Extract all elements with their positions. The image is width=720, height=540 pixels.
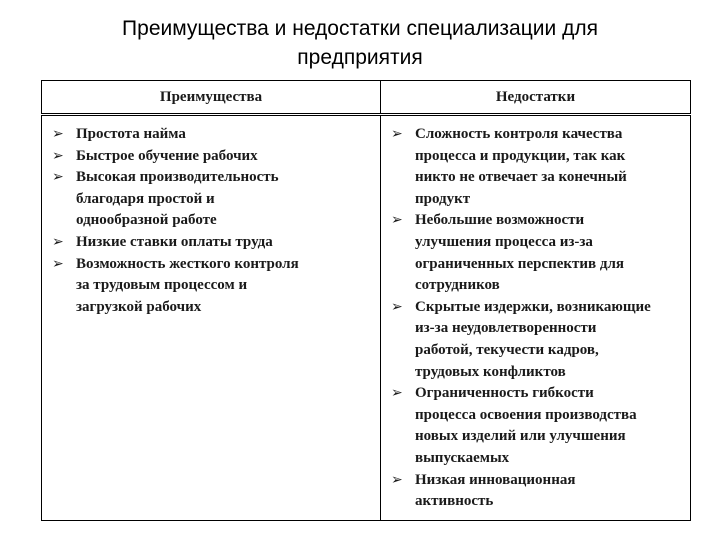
table-header-row	[42, 81, 691, 115]
advantages-item-text: Высокая производительность	[76, 169, 279, 186]
disadvantages-item-text: ограниченных перспектив для	[415, 255, 625, 272]
advantages-item	[50, 124, 374, 146]
disadvantages-item-text: активность	[415, 493, 494, 510]
disadvantages-item-text: Сложность контроля качества	[415, 126, 623, 142]
disadvantages-item-text: процесса и продукции, так как	[415, 147, 626, 164]
advantages-item	[50, 167, 374, 232]
advantages-item	[50, 254, 374, 319]
advantages-item-text: Возможность жесткого контроля	[76, 255, 299, 272]
arrowhead-bullet-icon: ➢	[391, 385, 403, 402]
advantages-header: Преимущества	[42, 81, 381, 115]
arrowhead-bullet-icon: ➢	[391, 298, 403, 315]
disadvantages-header: Недостатки	[381, 81, 691, 115]
disadvantages-item-text: улучшения процесса из-за	[415, 233, 593, 250]
table-body-row	[42, 115, 691, 521]
advantages-item	[50, 232, 374, 254]
arrowhead-bullet-icon: ➢	[52, 233, 64, 250]
advantages-item-text: загрузкой рабочих	[76, 298, 202, 315]
disadvantages-item-text: процесса освоения производства	[415, 406, 637, 423]
advantages-item	[50, 146, 374, 168]
advantages-cell	[42, 115, 381, 521]
disadvantages-item-text: сотрудников	[415, 277, 500, 294]
arrowhead-bullet-icon: ➢	[391, 126, 403, 142]
comparison-table	[41, 80, 691, 521]
disadvantages-item-text: новых изделий или улучшения	[415, 428, 626, 445]
arrowhead-bullet-icon: ➢	[52, 147, 64, 164]
arrowhead-bullet-icon: ➢	[52, 126, 64, 142]
advantages-item-text: Быстрое обучение рабочих	[76, 147, 258, 164]
advantages-item-text: за трудовым процессом и	[76, 277, 248, 294]
arrowhead-bullet-icon: ➢	[391, 212, 403, 229]
disadvantages-item-text: Скрытые издержки, возникающие	[415, 298, 651, 315]
advantages-list	[50, 124, 374, 318]
advantages-item-text: благодаря простой и	[76, 190, 215, 207]
page-title	[40, 14, 680, 72]
disadvantages-item-text: Ограниченность гибкости	[415, 385, 594, 402]
disadvantages-item-text: из-за неудовлетворенности	[415, 320, 597, 337]
page-title-line-1: Преимущества и недостатки специализации для	[122, 17, 598, 40]
disadvantages-item-text: работой, текучести кадров,	[415, 341, 599, 358]
disadvantages-item-text: никто не отвечает за конечный	[415, 169, 627, 186]
disadvantages-item	[389, 470, 684, 513]
advantages-item-text: Низкие ставки оплаты труда	[76, 233, 273, 250]
arrowhead-bullet-icon: ➢	[52, 255, 64, 272]
disadvantages-item	[389, 210, 684, 296]
disadvantages-item-text: трудовых конфликтов	[415, 363, 566, 380]
disadvantages-item-text: Небольшие возможности	[415, 212, 585, 229]
page-title-line-2: предприятия	[297, 46, 423, 69]
disadvantages-item	[389, 383, 684, 469]
disadvantages-list	[389, 124, 684, 513]
arrowhead-bullet-icon: ➢	[52, 169, 64, 186]
disadvantages-item-text: продукт	[415, 190, 471, 207]
advantages-item-text: Простота найма	[76, 126, 186, 142]
arrowhead-bullet-icon: ➢	[391, 471, 403, 488]
disadvantages-item	[389, 297, 684, 383]
advantages-item-text: однообразной работе	[76, 212, 217, 229]
disadvantages-item	[389, 124, 684, 210]
disadvantages-cell	[381, 115, 691, 521]
disadvantages-item-text: выпускаемых	[415, 449, 510, 466]
disadvantages-item-text: Низкая инновационная	[415, 471, 576, 488]
